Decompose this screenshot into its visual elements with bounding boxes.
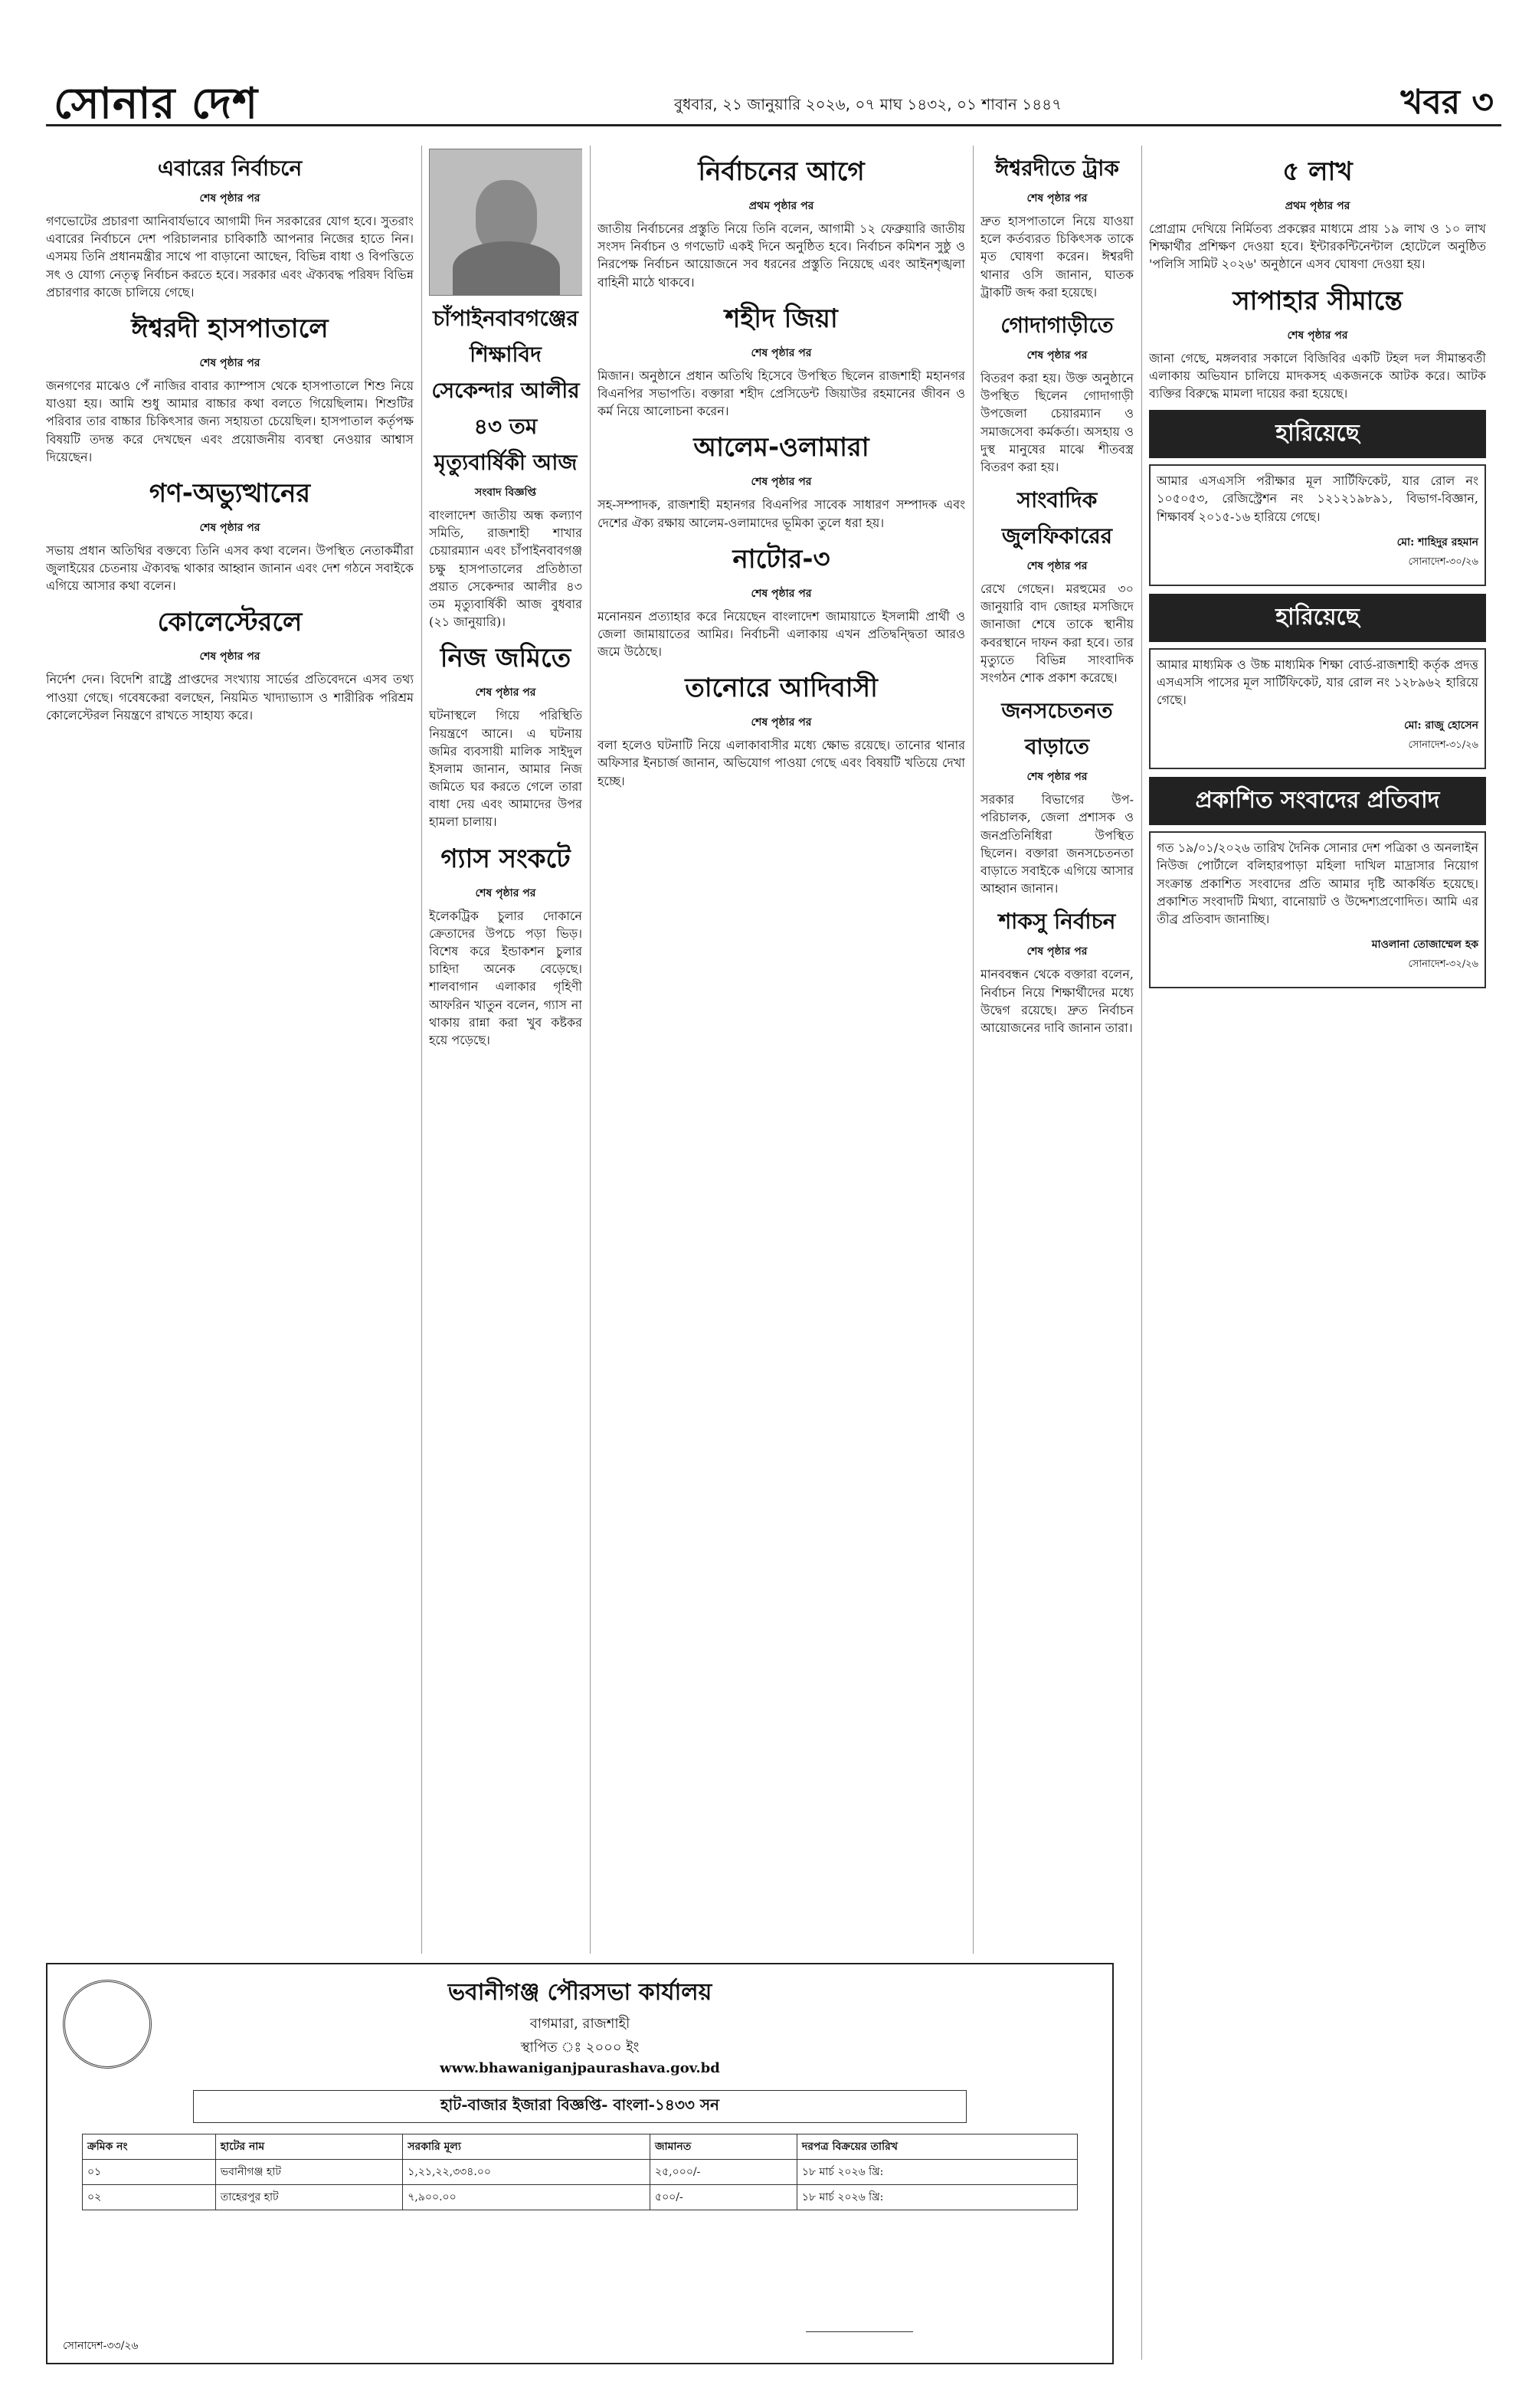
notice-body: আমার মাধ্যমিক ও উচ্চ মাধ্যমিক শিক্ষা বোর্ড-রাজশাহী কর্তৃক প্রদত্ত এসএসসি পাসের মূল সার্টিফিকেট, যার রোল নং ১২৮৯৬২ হারিয়ে গেছে। xyxy=(1157,657,1478,708)
table-header: জামানত xyxy=(650,2134,797,2160)
lost-notice-banner: হারিয়েছে xyxy=(1149,594,1486,642)
office-website[interactable]: www.bhawaniganjpaurashava.gov.bd xyxy=(440,2060,720,2076)
lost-notice-banner: হারিয়েছে xyxy=(1149,410,1486,458)
table-header: হাটের নাম xyxy=(215,2134,403,2160)
table-cell: ১,২১,২২,৩৩৪.০০ xyxy=(403,2160,650,2185)
column-divider xyxy=(1141,146,1142,2360)
date-line: বুধবার, ২১ জানুয়ারি ২০২৬, ০৭ মাঘ ১৪৩২, ০১ শাবান ১৪৪৭ xyxy=(674,95,1062,113)
continuation-note: শেষ পৃষ্ঠার পর xyxy=(751,716,812,729)
headline: নাটোর-৩ xyxy=(732,543,830,575)
lost-notice xyxy=(1149,464,1486,586)
column-3 xyxy=(597,146,965,1954)
masthead xyxy=(46,70,1501,129)
protest-banner: প্রকাশিত সংবাদের প্রতিবাদ xyxy=(1149,777,1486,825)
tender-table xyxy=(82,2134,1078,2210)
table-cell: ৫০০/- xyxy=(650,2185,797,2210)
continuation-note: শেষ পৃষ্ঠার পর xyxy=(475,686,536,699)
table-cell: ১৮ মার্চ ২০২৬ খ্রি: xyxy=(797,2185,1077,2210)
portrait-photo xyxy=(429,149,582,296)
advert-code: সোনাদেশ-৩৩/২৬ xyxy=(63,2340,139,2352)
continuation-note: শেষ পৃষ্ঠার পর xyxy=(199,192,260,205)
notice-code: সোনাদেশ-৩১/২৬ xyxy=(1408,739,1478,752)
table-header: সরকারি মূল্য xyxy=(403,2134,650,2160)
signature-line xyxy=(806,2293,913,2332)
continuation-note: শেষ পৃষ্ঠার পর xyxy=(199,521,260,534)
article-body: প্রোগ্রাম দেখিয়ে নির্মিতব্য প্রকল্পের মাধ্যমে প্রায় ১৯ লাখ ও ১০ লাখ শিক্ষার্থীর প্রশিক্ষণ দেওয়া হবে। ইন্টারকন্টিনেন্টাল হোটেলে অনুষ্ঠিত 'পলিসি সামিট ২০২৬' অনুষ্ঠানে এসব ঘোষণা দেওয়া হয়। xyxy=(1149,221,1486,272)
article-body: রেখে গেছেন। মরহুমের ৩০ জানুয়ারি বাদ জোহর মসজিদে জানাজা শেষে তাকে স্থানীয় কবরস্থানে দাফন করা হবে। তার মৃত্যুতে বিভিন্ন সাংবাদিক সংগঠন শোক প্রকাশ করেছে। xyxy=(980,582,1134,685)
table-cell: তাহেরপুর হাট xyxy=(215,2185,403,2210)
article-body: সহ-সম্পাদক, রাজশাহী মহানগর বিএনপির সাবেক সাধারণ সম্পাদক এবং দেশের ঐক্য রক্ষায় আলেম-ওলামাদের ভূমিকা তুলে ধরা হয়। xyxy=(597,497,965,530)
byline: সংবাদ বিজ্ঞপ্তি xyxy=(474,487,537,499)
notice-signature: মাওলানা তোজাম্মেল হক xyxy=(1371,939,1478,952)
headline: গণ-অভ্যুত্থানের xyxy=(149,477,311,509)
office-name: ভবানীগঞ্জ পৌরসভা কার্যালয় xyxy=(447,1979,712,2006)
table-cell: ২৫,০০০/- xyxy=(650,2160,797,2185)
headline: জনসচেতনত বাড়াতে xyxy=(1001,698,1113,760)
headline: নিজ জমিতে xyxy=(440,643,571,674)
table-header: দরপত্র বিক্রয়ের তারিখ xyxy=(797,2134,1077,2160)
headline: আলেম-ওলামারা xyxy=(693,432,869,464)
table-header: ক্রমিক নং xyxy=(83,2134,216,2160)
article-body: গণভোটের প্রচারণা আনিবার্যভাবে আগামী দিন সরকারের যোগ হবে। সুতরাং এবারের নির্বাচনে দেশ পরিচালনার চাবিকাঠি আপনার নিজের হাতে নিন। এসময় তিনি প্রধানমন্ত্রীর সাথে পা বাড়ানো আছেন, বিভিন্ন বাধা ও বিপত্তিতে সৎ ও যোগ্য নেতৃত্ব নির্বাচন করতে হবে। সরকার এবং ঐক্যবদ্ধ পরিষদ বিভিন্ন প্রচারণার কাজে চালিয়ে গেছে। xyxy=(46,214,414,300)
continuation-note: প্রথম পৃষ্ঠার পর xyxy=(1285,200,1350,212)
notice-title: হাট-বাজার ইজারা বিজ্ঞপ্তি- বাংলা-১৪৩৩ সন xyxy=(193,2090,967,2123)
column-1 xyxy=(46,146,414,1954)
headline: নির্বাচনের আগে xyxy=(698,156,865,187)
headline: ঈশ্বরদীতে ট্রাক xyxy=(995,156,1119,181)
tender-advertisement xyxy=(46,1963,1114,2364)
article-body: জনগণের মাঝেও পেঁ নাজির বাবার ক্যাম্পাস থেকে হাসপাতালে শিশু নিয়ে যাওয়া হয়। আমি শুধু আমার বাচ্চার কথা বলতে গিয়েছিলাম। শিশুটির পরিবার তার বাচ্চার চিকিৎসার জন্য সহায়তা চেয়েছিল। হাসপাতাল কর্তৃপক্ষ বিষয়টি তদন্ত করে দেখছেন এবং প্রয়োজনীয় ব্যবস্থা নেওয়ার আশ্বাস দিয়েছেন। xyxy=(46,378,414,464)
continuation-note: শেষ পৃষ্ঠার পর xyxy=(475,886,536,899)
article-body: মানববন্ধন থেকে বক্তারা বলেন, নির্বাচন নিয়ে শিক্ষার্থীদের মধ্যে উদ্বেগ রয়েছে। দ্রুত নির্বাচন আয়োজনের দাবি জানান তারা। xyxy=(980,967,1134,1035)
headline: গোদাগাড়ীতে xyxy=(1000,312,1114,338)
table-row xyxy=(83,2185,1078,2210)
paper-name: সোনার দেশ xyxy=(54,79,259,129)
continuation-note: শেষ পৃষ্ঠার পর xyxy=(751,346,812,359)
continuation-note: শেষ পৃষ্ঠার পর xyxy=(199,650,260,663)
office-founded: স্থাপিত ঃ ২০০০ ইং xyxy=(520,2039,640,2056)
column-divider xyxy=(590,146,591,1954)
column-2 xyxy=(429,146,582,1954)
column-5 xyxy=(1149,146,1486,2360)
article-body: বলা হলেও ঘটনাটি নিয়ে এলাকাবাসীর মধ্যে ক্ষোভ রয়েছে। তানোর থানার অফিসার ইনচার্জ জানান, অভিযোগ পাওয়া গেছে এবং বিষয়টি খতিয়ে দেখা হচ্ছে। xyxy=(597,738,965,788)
article-body: বিতরণ করা হয়। উক্ত অনুষ্ঠানে উপস্থিত ছিলেন গোদাগাড়ী উপজেলা চেয়ারম্যান ও সমাজসেবা কর্মকর্তা। অসহায় ও দুস্থ মানুষের মাঝে শীতবস্ত্র বিতরণ করা হয়। xyxy=(980,370,1134,474)
continuation-note: শেষ পৃষ্ঠার পর xyxy=(1026,945,1088,958)
continuation-note: শেষ পৃষ্ঠার পর xyxy=(1026,771,1088,784)
article-body: ইলেকট্রিক চুলার দোকানে ক্রেতাদের উপচে পড়া ভিড়। বিশেষ করে ইন্ডাকশন চুলার চাহিদা অনেক বেড়েছে। শালবাগান এলাকার গৃহিণী আফরিন খাতুন বলেন, গ্যাস না থাকায় রান্না করা খুব কষ্টকর হয়ে পড়েছে। xyxy=(429,908,582,1047)
notice-body: আমার এসএসসি পরীক্ষার মূল সার্টিফিকেট, যার রোল নং ১০৫০৫৩, রেজিস্ট্রেশন নং ১২১২১৯৮৯১, বিভাগ-বিজ্ঞান, শিক্ষাবর্ষ ২০১৫-১৬ হারিয়ে গেছে। xyxy=(1157,473,1478,524)
continuation-note: শেষ পৃষ্ঠার পর xyxy=(1026,349,1088,362)
table-header-row xyxy=(83,2134,1078,2160)
continuation-note: শেষ পৃষ্ঠার পর xyxy=(1026,560,1088,573)
lost-notice xyxy=(1149,648,1486,770)
article-body: বাংলাদেশ জাতীয় অন্ধ কল্যাণ সমিতি, রাজশাহী শাখার চেয়ারম্যান এবং চাঁপাইনবাবগঞ্জ চক্ষু হাসপাতালের প্রতিষ্ঠাতা প্রয়াত সেকেন্দার আলীর ৪৩ তম মৃত্যুবার্ষিকী আজ বুধবার (২১ জানুয়ারি)। xyxy=(429,508,582,630)
continuation-note: শেষ পৃষ্ঠার পর xyxy=(1287,329,1348,342)
article-body: সরকার বিভাগের উপ-পরিচালক, জেলা প্রশাসক ও জনপ্রতিনিধিরা উপস্থিত ছিলেন। বক্তারা জনসচেতনতা বাড়াতে সবাইকে এগিয়ে আসার আহ্বান জানান। xyxy=(980,792,1134,896)
table-cell: ০১ xyxy=(83,2160,216,2185)
notice-signature: মো: শাহিদুর রহমান xyxy=(1396,536,1478,549)
article-body: মিজান। অনুষ্ঠানে প্রধান অতিথি হিসেবে উপস্থিত ছিলেন রাজশাহী মহানগর বিএনপির সভাপতি। বক্তারা শহীদ প্রেসিডেন্ট জিয়াউর রহমানের জীবন ও কর্ম নিয়ে আলোচনা করেন। xyxy=(597,368,965,419)
headline: কোলেস্টেরলে xyxy=(157,607,303,638)
protest-notice xyxy=(1149,831,1486,988)
article-body: সভায় প্রধান অতিথির বক্তব্যে তিনি এসব কথা বলেন। উপস্থিত নেতাকর্মীরা জুলাইয়ের চেতনায় ঐক্যবদ্ধ থাকার আহ্বান জানান এবং দেশ গঠনে সবাইকে এগিয়ে আসার কথা বলেন। xyxy=(46,542,414,594)
table-cell: ভবানীগঞ্জ হাট xyxy=(215,2160,403,2185)
continuation-note: শেষ পৃষ্ঠার পর xyxy=(199,356,260,369)
headline: সাপাহার সীমান্তে xyxy=(1232,285,1403,316)
table-cell: ০২ xyxy=(83,2185,216,2210)
portrait-body xyxy=(453,241,560,295)
headline: শহীদ জিয়া xyxy=(725,303,838,334)
headline: ঈশ্বরদী হাসপাতালে xyxy=(131,313,329,344)
table-row xyxy=(83,2160,1078,2185)
column-divider xyxy=(973,146,974,1954)
photo-caption: চাঁপাইনবাবগঞ্জের শিক্ষাবিদ সেকেন্দার আলীর ৪৩ তম মৃত্যুবার্ষিকী আজ xyxy=(431,306,580,475)
notice-code: সোনাদেশ-৩০/২৬ xyxy=(1408,555,1478,568)
headline: শাকসু নির্বাচন xyxy=(998,909,1116,935)
column-divider xyxy=(421,146,422,1954)
article-body: নির্দেশ দেন। বিদেশি রাষ্ট্রে প্রাপ্তদের সংখ্যায় সার্ভের প্রতিবেদনে এসব তথ্য পাওয়া গেছে। গবেষকেরা বলছেন, নিয়মিত খাদ্যাভ্যাস ও শারীরিক পরিশ্রম কোলেস্টেরল নিয়ন্ত্রণে রাখতে সাহায্য করে। xyxy=(46,672,414,722)
headline: সাংবাদিক জুলফিকারের xyxy=(1001,487,1113,549)
notice-code: সোনাদেশ-৩২/২৬ xyxy=(1408,958,1478,971)
article-body: দ্রুত হাসপাতালে নিয়ে যাওয়া হলে কর্তব্যরত চিকিৎসক তাকে মৃত ঘোষণা করেন। ঈশ্বরদী থানার ওসি জানান, ঘাতক ট্রাকটি জব্দ করা হয়েছে। xyxy=(980,214,1134,300)
continuation-note: শেষ পৃষ্ঠার পর xyxy=(751,476,812,489)
column-4 xyxy=(980,146,1134,1954)
article-body: ঘটনাস্থলে গিয়ে পরিস্থিতি নিয়ন্ত্রণে আনে। এ ঘটনায় জমির ব্যবসায়ী মালিক সাইদুল ইসলাম জানান, আমার নিজ জমিতে ঘর করতে গেলে তারা বাধা দেয় এবং আমাদের উপর হামলা চালায়। xyxy=(429,708,582,830)
section-label: খবর ৩ xyxy=(1400,83,1494,122)
headline: গ্যাস সংকটে xyxy=(440,843,571,874)
continuation-note: শেষ পৃষ্ঠার পর xyxy=(1026,192,1088,205)
municipality-seal xyxy=(63,1980,152,2069)
article-body: জানা গেছে, মঙ্গলবার সকালে বিজিবির একটি টহল দল সীমান্তবর্তী এলাকায় অভিযান চালিয়ে মাদকসহ একজনকে আটক করে। আটক ব্যক্তির বিরুদ্ধে মামলা দায়ের করা হয়েছে। xyxy=(1149,350,1486,401)
table-cell: ১৮ মার্চ ২০২৬ খ্রি: xyxy=(797,2160,1077,2185)
notice-signature: মো: রাজু হোসেন xyxy=(1403,719,1478,732)
headline: ৫ লাখ xyxy=(1282,156,1353,187)
notice-body: গত ১৯/০১/২০২৬ তারিখ দৈনিক সোনার দেশ পত্রিকা ও অনলাইন নিউজ পোর্টালে বলিহারপাড়া মহিলা দাখিল মাদ্রাসার নিয়োগ সংক্রান্ত প্রকাশিত সংবাদের প্রতি আমার দৃষ্টি আকর্ষিত হয়েছে। প্রকাশিত সংবাদটি মিথ্যা, বানোয়াট ও উদ্দেশ্যপ্রণোদিত। আমি এর তীব্র প্রতিবাদ জানাচ্ছি। xyxy=(1157,840,1478,926)
continuation-note: শেষ পৃষ্ঠার পর xyxy=(751,587,812,600)
continuation-note: প্রথম পৃষ্ঠার পর xyxy=(748,200,814,212)
office-location: বাগমারা, রাজশাহী xyxy=(529,2016,630,2032)
headline: তানোরে আদিবাসী xyxy=(685,673,878,704)
article-body: জাতীয় নির্বাচনের প্রস্তুতি নিয়ে তিনি বলেন, আগামী ১২ ফেব্রুয়ারি জাতীয় সংসদ নির্বাচন ও গণভোট একই দিনে অনুষ্ঠিত হবে। নির্বাচন কমিশন সুষ্ঠু ও নিরপেক্ষ নির্বাচন আয়োজনে সব ধরনের প্রস্তুতি নিয়েছে এবং আইনশৃঙ্খলা বাহিনী মাঠে থাকবে। xyxy=(597,221,965,290)
table-cell: ৭,৯০০.০০ xyxy=(403,2185,650,2210)
article-body: মনোনয়ন প্রত্যাহার করে নিয়েছেন বাংলাদেশ জামায়াতে ইসলামী প্রার্থী ও জেলা জামায়াতের আমির। নির্বাচনী এলাকায় এখন প্রতিদ্বন্দ্বিতা আরও জমে উঠেছে। xyxy=(597,608,965,660)
headline: এবারের নির্বাচনে xyxy=(157,156,303,181)
